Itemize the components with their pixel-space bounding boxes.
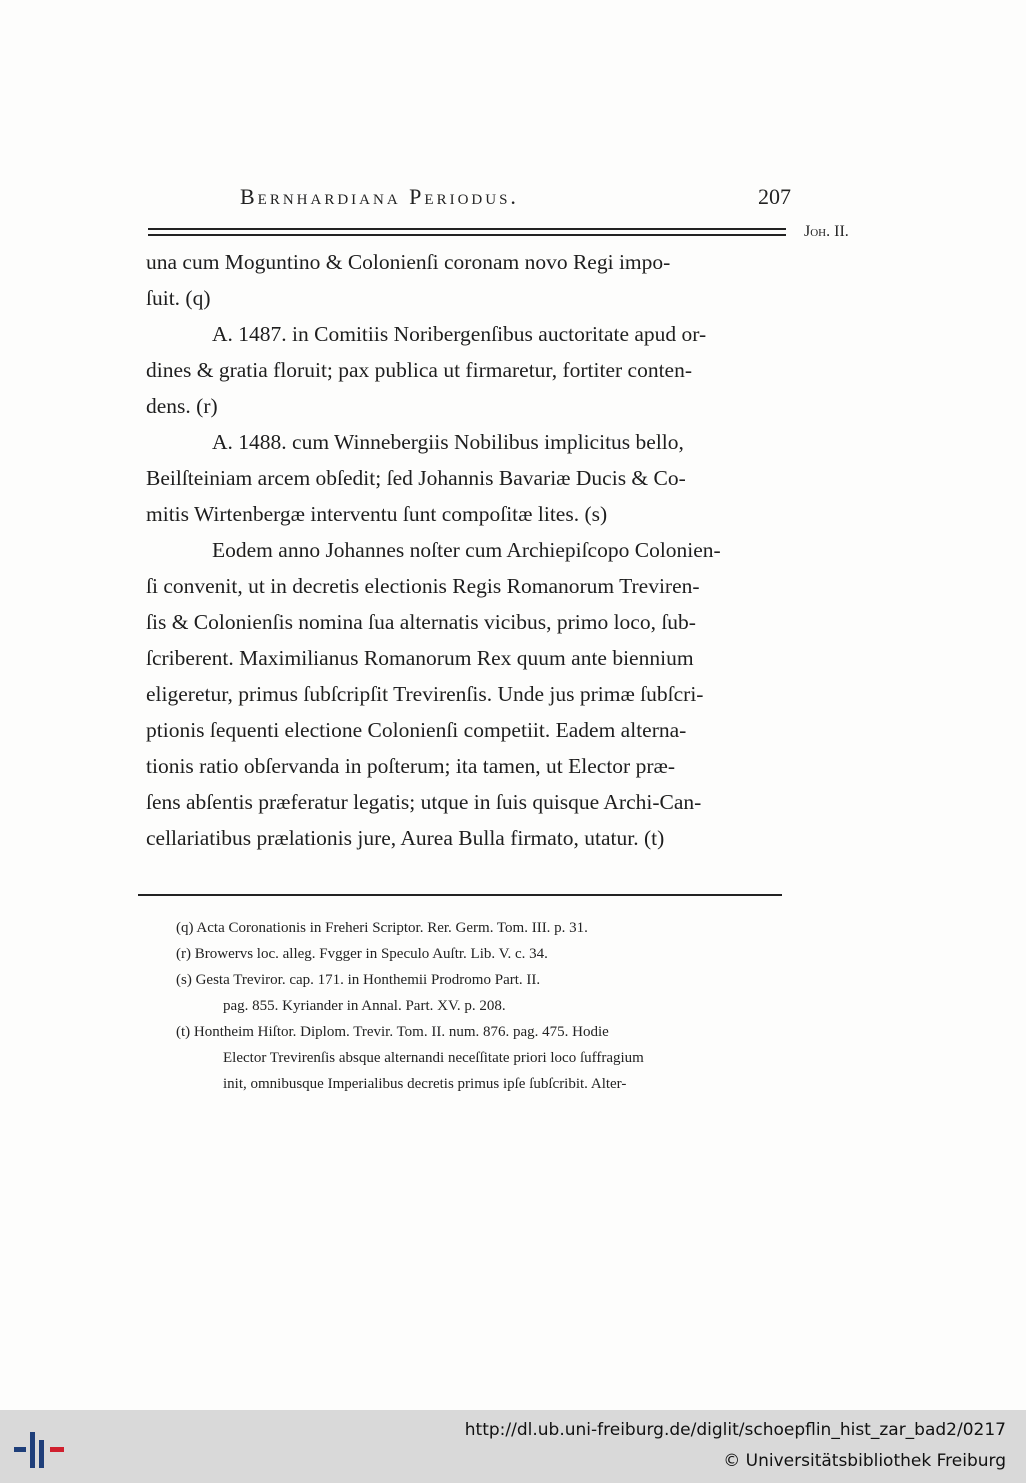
paragraph-1 <box>146 244 786 316</box>
footnote-rule <box>138 894 782 896</box>
document-url[interactable]: http://dl.ub.uni-freiburg.de/diglit/schoepflin_hist_zar_bad2/0217 <box>464 1420 1006 1440</box>
text-line: mitis Wirtenbergæ interventu ſunt compoſitæ lites. (s) <box>146 502 608 526</box>
footnote-q <box>176 915 780 941</box>
text-line: ptionis ſequenti electione Colonienſi competiit. Eadem alterna- <box>146 718 687 742</box>
text-line: dines & gratia floruit; pax publica ut firmaretur, fortiter conten- <box>146 358 693 382</box>
text-line: dens. (r) <box>146 394 218 418</box>
text-line: Eodem anno Johannes noſter cum Archiepiſcopo Colonien- <box>212 538 721 562</box>
footnote-line: pag. 855. Kyriander in Annal. Part. XV. p. 208. <box>223 998 506 1014</box>
text-line: ſis & Colonienſis nomina ſua alternatis vicibus, primo loco, ſub- <box>146 610 696 634</box>
footnotes <box>176 915 780 1097</box>
paragraph-4 <box>146 532 786 856</box>
footnote-line: (t) Hontheim Hiſtor. Diplom. Trevir. Tom. II. num. 876. pag. 475. Hodie <box>176 1024 609 1040</box>
text-line: ſcriberent. Maximilianus Romanorum Rex quum ante biennium <box>146 646 694 670</box>
footnote-line: (r) Browervs loc. alleg. Fvgger in Speculo Auſtr. Lib. V. c. 34. <box>176 946 548 962</box>
header-rule-top <box>148 228 786 230</box>
ub-freiburg-logo-icon[interactable] <box>14 1426 66 1472</box>
margin-note: Joh. II. <box>804 223 849 240</box>
paragraph-3 <box>146 424 786 532</box>
text-line: tionis ratio obſervanda in poſterum; ita tamen, ut Elector præ- <box>146 754 675 778</box>
footnote-s <box>176 967 780 1019</box>
footnote-line: init, omnibusque Imperialibus decretis primus ipſe ſubſcribit. Alter- <box>223 1076 627 1092</box>
text-line: ſi convenit, ut in decretis electionis Regis Romanorum Treviren- <box>146 574 700 598</box>
text-line: ſens abſentis præferatur legatis; utque in ſuis quisque Archi-Can- <box>146 790 702 814</box>
viewer-footer <box>0 1410 1026 1483</box>
paragraph-2 <box>146 316 786 424</box>
text-line: Beilſteiniam arcem obſedit; ſed Johannis Bavariæ Ducis & Co- <box>146 466 686 490</box>
footnote-line: (s) Gesta Treviror. cap. 171. in Honthemii Prodromo Part. II. <box>176 972 541 988</box>
copyright-notice: © Universitätsbibliothek Freiburg <box>723 1451 1006 1471</box>
header-rule-bottom <box>148 234 786 236</box>
running-title: Bernhardiana Periodus. <box>240 184 519 209</box>
text-line: A. 1488. cum Winnebergiis Nobilibus implicitus bello, <box>212 430 684 454</box>
footnote-t <box>176 1019 780 1097</box>
text-line: ſuit. (q) <box>146 286 211 310</box>
text-line: una cum Moguntino & Colonienſi coronam novo Regi impo- <box>146 250 671 274</box>
running-header <box>240 184 800 214</box>
footnote-r <box>176 941 780 967</box>
text-line: cellariatibus prælationis jure, Aurea Bulla firmato, utatur. (t) <box>146 826 665 850</box>
text-line: eligeretur, primus ſubſcripſit Trevirenſis. Unde jus primæ ſubſcri- <box>146 682 704 706</box>
page-number: 207 <box>758 184 791 209</box>
footnote-line: (q) Acta Coronationis in Freheri Scriptor. Rer. Germ. Tom. III. p. 31. <box>176 920 588 936</box>
footnote-line: Elector Trevirenſis absque alternandi neceſſitate priori loco ſuffragium <box>223 1050 644 1066</box>
body-text <box>146 244 786 856</box>
text-line: A. 1487. in Comitiis Noribergenſibus auctoritate apud or- <box>212 322 707 346</box>
